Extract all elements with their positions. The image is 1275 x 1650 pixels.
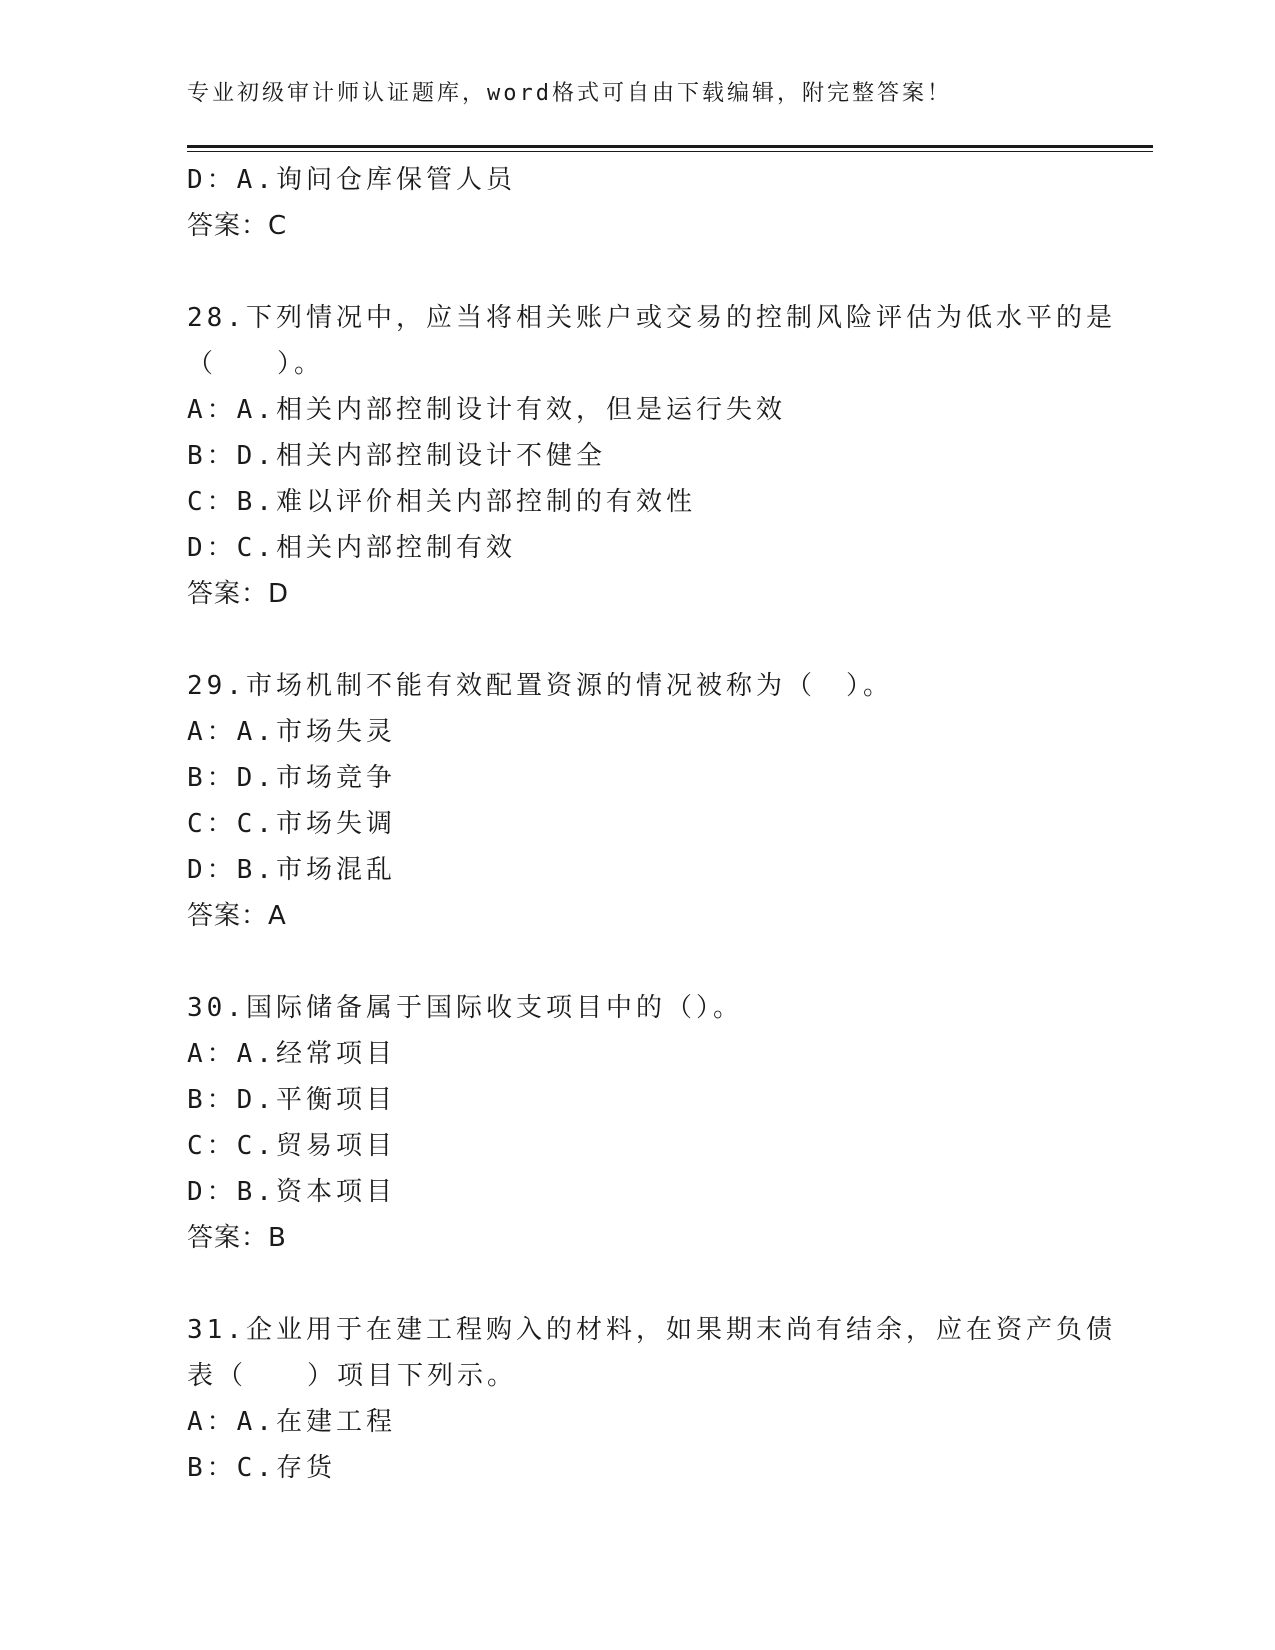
option-d: D：C.相关内部控制有效 — [187, 533, 516, 563]
option-d: D：B.市场混乱 — [187, 855, 396, 885]
question-stem: 28.下列情况中，应当将相关账户或交易的控制风险评估为低水平的是 — [187, 303, 1116, 333]
header-rule-thin — [187, 151, 1153, 152]
option-b: B：D.市场竞争 — [187, 763, 396, 793]
option-a: A：A.相关内部控制设计有效，但是运行失效 — [187, 395, 786, 425]
header-rule-thick — [187, 145, 1153, 148]
question-28 — [187, 295, 1116, 617]
option-a: A：A.市场失灵 — [187, 717, 396, 747]
question-stem: （ ）。 — [187, 349, 325, 379]
option-b: B：D.平衡项目 — [187, 1085, 396, 1115]
answer-line: 答案：D — [187, 579, 290, 609]
question-list — [187, 157, 1116, 1491]
question-31 — [187, 1307, 1116, 1491]
question-29 — [187, 663, 1087, 939]
answer-line: 答案：B — [187, 1223, 287, 1253]
option-b: B：D.相关内部控制设计不健全 — [187, 441, 606, 471]
option-c: C：C.市场失调 — [187, 809, 396, 839]
option-d: D：B.资本项目 — [187, 1177, 396, 1207]
question-stem: 31.企业用于在建工程购入的材料，如果期末尚有结余，应在资产负债 — [187, 1315, 1116, 1345]
option-c: C：C.贸易项目 — [187, 1131, 396, 1161]
option-a: A：A.在建工程 — [187, 1407, 396, 1437]
carryover-block — [187, 157, 1087, 249]
question-stem: 29.市场机制不能有效配置资源的情况被称为（ ）。 — [187, 671, 893, 701]
option-a: A：A.经常项目 — [187, 1039, 396, 1069]
question-30 — [187, 985, 1087, 1261]
option-d: D：A.询问仓库保管人员 — [187, 165, 516, 195]
option-c: C：B.难以评价相关内部控制的有效性 — [187, 487, 696, 517]
question-stem: 表（ ）项目下列示。 — [187, 1361, 518, 1391]
answer-line: 答案：A — [187, 901, 287, 931]
question-stem: 30.国际储备属于国际收支项目中的（）。 — [187, 993, 743, 1023]
answer-line: 答案：C — [187, 211, 288, 241]
page-header: 专业初级审计师认证题库，word格式可自由下载编辑，附完整答案！ — [187, 81, 952, 106]
option-b: B：C.存货 — [187, 1453, 336, 1483]
